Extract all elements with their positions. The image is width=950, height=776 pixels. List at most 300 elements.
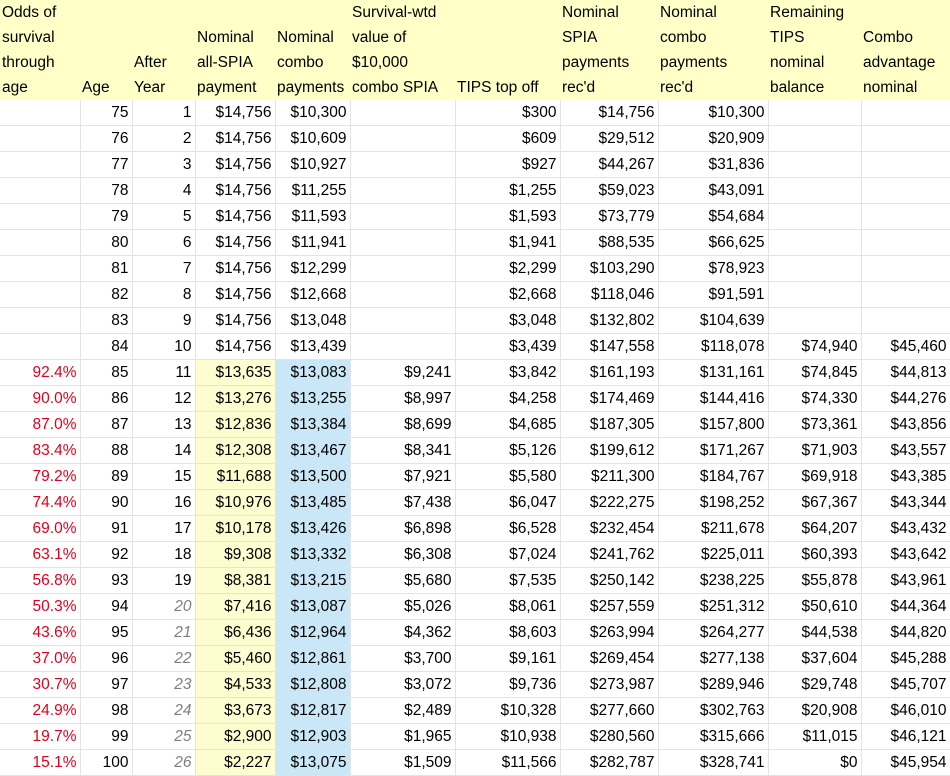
cell-odds[interactable]: 83.4%	[0, 438, 80, 464]
cell-remaining[interactable]	[768, 230, 861, 256]
cell-tips[interactable]: $1,593	[455, 204, 560, 230]
cell-spia-recd[interactable]: $14,756	[560, 100, 658, 126]
cell-combo[interactable]: $11,941	[275, 230, 350, 256]
cell-advantage[interactable]: $44,813	[861, 360, 950, 386]
column-header-survival[interactable]: value of	[350, 25, 455, 50]
cell-tips[interactable]: $300	[455, 100, 560, 126]
column-header-spia-recd[interactable]: rec'd	[560, 75, 658, 100]
cell-tips[interactable]: $3,842	[455, 360, 560, 386]
cell-remaining[interactable]	[768, 204, 861, 230]
cell-advantage[interactable]: $43,344	[861, 490, 950, 516]
cell-combo[interactable]: $13,426	[275, 516, 350, 542]
cell-spia-recd[interactable]: $118,046	[560, 282, 658, 308]
column-header-spia-recd[interactable]: payments	[560, 50, 658, 75]
cell-tips[interactable]: $1,941	[455, 230, 560, 256]
cell-year[interactable]: 10	[132, 334, 195, 360]
cell-remaining[interactable]: $50,610	[768, 594, 861, 620]
cell-odds[interactable]	[0, 152, 80, 178]
cell-odds[interactable]	[0, 230, 80, 256]
column-header-tips[interactable]	[455, 0, 560, 25]
cell-survival[interactable]: $8,699	[350, 412, 455, 438]
cell-age[interactable]: 82	[80, 282, 132, 308]
column-header-year[interactable]: Year	[132, 75, 195, 100]
column-header-survival[interactable]: $10,000	[350, 50, 455, 75]
cell-remaining[interactable]: $74,330	[768, 386, 861, 412]
cell-combo[interactable]: $12,903	[275, 724, 350, 750]
cell-tips[interactable]: $3,439	[455, 334, 560, 360]
cell-spia[interactable]: $14,756	[195, 256, 275, 282]
cell-advantage[interactable]: $46,010	[861, 698, 950, 724]
cell-tips[interactable]: $8,603	[455, 620, 560, 646]
cell-remaining[interactable]: $74,845	[768, 360, 861, 386]
cell-combo-recd[interactable]: $144,416	[658, 386, 768, 412]
cell-age[interactable]: 93	[80, 568, 132, 594]
cell-tips[interactable]: $6,047	[455, 490, 560, 516]
cell-advantage[interactable]: $45,954	[861, 750, 950, 776]
cell-combo-recd[interactable]: $91,591	[658, 282, 768, 308]
cell-remaining[interactable]	[768, 152, 861, 178]
cell-spia[interactable]: $14,756	[195, 152, 275, 178]
cell-survival[interactable]	[350, 282, 455, 308]
cell-spia[interactable]: $2,900	[195, 724, 275, 750]
cell-remaining[interactable]: $71,903	[768, 438, 861, 464]
cell-combo-recd[interactable]: $264,277	[658, 620, 768, 646]
cell-combo-recd[interactable]: $104,639	[658, 308, 768, 334]
cell-spia-recd[interactable]: $222,275	[560, 490, 658, 516]
cell-survival[interactable]	[350, 178, 455, 204]
column-header-spia-recd[interactable]: SPIA	[560, 25, 658, 50]
column-header-remaining[interactable]: TIPS	[768, 25, 861, 50]
cell-tips[interactable]: $2,299	[455, 256, 560, 282]
cell-combo[interactable]: $13,255	[275, 386, 350, 412]
cell-survival[interactable]: $7,921	[350, 464, 455, 490]
cell-spia[interactable]: $4,533	[195, 672, 275, 698]
cell-combo-recd[interactable]: $131,161	[658, 360, 768, 386]
cell-remaining[interactable]: $73,361	[768, 412, 861, 438]
cell-advantage[interactable]	[861, 282, 950, 308]
cell-advantage[interactable]	[861, 230, 950, 256]
cell-spia[interactable]: $14,756	[195, 308, 275, 334]
cell-tips[interactable]: $9,736	[455, 672, 560, 698]
cell-year[interactable]: 17	[132, 516, 195, 542]
cell-odds[interactable]: 37.0%	[0, 646, 80, 672]
column-header-age[interactable]: Age	[80, 75, 132, 100]
cell-year[interactable]: 26	[132, 750, 195, 776]
cell-combo[interactable]: $13,087	[275, 594, 350, 620]
cell-odds[interactable]: 56.8%	[0, 568, 80, 594]
cell-combo[interactable]: $11,593	[275, 204, 350, 230]
cell-tips[interactable]: $3,048	[455, 308, 560, 334]
cell-combo[interactable]: $13,075	[275, 750, 350, 776]
column-header-odds[interactable]: Odds of	[0, 0, 80, 25]
cell-spia[interactable]: $14,756	[195, 334, 275, 360]
cell-age[interactable]: 88	[80, 438, 132, 464]
cell-age[interactable]: 94	[80, 594, 132, 620]
cell-combo-recd[interactable]: $118,078	[658, 334, 768, 360]
cell-spia[interactable]: $8,381	[195, 568, 275, 594]
cell-advantage[interactable]	[861, 100, 950, 126]
cell-tips[interactable]: $2,668	[455, 282, 560, 308]
cell-year[interactable]: 25	[132, 724, 195, 750]
cell-year[interactable]: 11	[132, 360, 195, 386]
cell-remaining[interactable]: $37,604	[768, 646, 861, 672]
cell-odds[interactable]: 19.7%	[0, 724, 80, 750]
column-header-age[interactable]	[80, 0, 132, 25]
cell-tips[interactable]: $927	[455, 152, 560, 178]
cell-spia-recd[interactable]: $269,454	[560, 646, 658, 672]
cell-advantage[interactable]: $43,642	[861, 542, 950, 568]
column-header-remaining[interactable]: balance	[768, 75, 861, 100]
cell-spia-recd[interactable]: $282,787	[560, 750, 658, 776]
cell-odds[interactable]	[0, 204, 80, 230]
cell-combo-recd[interactable]: $277,138	[658, 646, 768, 672]
column-header-survival[interactable]: combo SPIA	[350, 75, 455, 100]
cell-spia-recd[interactable]: $29,512	[560, 126, 658, 152]
cell-spia[interactable]: $7,416	[195, 594, 275, 620]
column-header-age[interactable]	[80, 50, 132, 75]
cell-survival[interactable]	[350, 230, 455, 256]
cell-year[interactable]: 13	[132, 412, 195, 438]
cell-year[interactable]: 15	[132, 464, 195, 490]
cell-odds[interactable]: 87.0%	[0, 412, 80, 438]
cell-survival[interactable]	[350, 126, 455, 152]
cell-remaining[interactable]: $74,940	[768, 334, 861, 360]
cell-combo[interactable]: $12,861	[275, 646, 350, 672]
cell-spia-recd[interactable]: $250,142	[560, 568, 658, 594]
cell-advantage[interactable]	[861, 152, 950, 178]
cell-age[interactable]: 81	[80, 256, 132, 282]
cell-combo[interactable]: $13,439	[275, 334, 350, 360]
cell-year[interactable]: 22	[132, 646, 195, 672]
cell-age[interactable]: 98	[80, 698, 132, 724]
cell-spia[interactable]: $14,756	[195, 204, 275, 230]
cell-combo-recd[interactable]: $66,625	[658, 230, 768, 256]
cell-advantage[interactable]	[861, 256, 950, 282]
cell-year[interactable]: 2	[132, 126, 195, 152]
cell-survival[interactable]: $6,898	[350, 516, 455, 542]
cell-spia[interactable]: $5,460	[195, 646, 275, 672]
cell-age[interactable]: 89	[80, 464, 132, 490]
cell-survival[interactable]: $8,341	[350, 438, 455, 464]
cell-survival[interactable]	[350, 334, 455, 360]
cell-age[interactable]: 92	[80, 542, 132, 568]
cell-remaining[interactable]	[768, 126, 861, 152]
cell-spia-recd[interactable]: $277,660	[560, 698, 658, 724]
cell-remaining[interactable]	[768, 256, 861, 282]
column-header-combo-recd[interactable]: combo	[658, 25, 768, 50]
cell-spia[interactable]: $13,635	[195, 360, 275, 386]
cell-year[interactable]: 14	[132, 438, 195, 464]
cell-spia-recd[interactable]: $44,267	[560, 152, 658, 178]
cell-odds[interactable]: 50.3%	[0, 594, 80, 620]
cell-age[interactable]: 83	[80, 308, 132, 334]
cell-combo-recd[interactable]: $211,678	[658, 516, 768, 542]
cell-combo[interactable]: $12,299	[275, 256, 350, 282]
cell-survival[interactable]: $5,026	[350, 594, 455, 620]
cell-combo[interactable]: $10,927	[275, 152, 350, 178]
cell-year[interactable]: 12	[132, 386, 195, 412]
column-header-combo[interactable]: Nominal	[275, 25, 350, 50]
cell-advantage[interactable]: $46,121	[861, 724, 950, 750]
cell-age[interactable]: 90	[80, 490, 132, 516]
column-header-spia[interactable]: Nominal	[195, 25, 275, 50]
cell-odds[interactable]	[0, 178, 80, 204]
cell-combo-recd[interactable]: $238,225	[658, 568, 768, 594]
cell-combo-recd[interactable]: $251,312	[658, 594, 768, 620]
cell-spia[interactable]: $13,276	[195, 386, 275, 412]
cell-spia-recd[interactable]: $73,779	[560, 204, 658, 230]
cell-advantage[interactable]	[861, 308, 950, 334]
column-header-advantage[interactable]	[861, 0, 950, 25]
cell-age[interactable]: 85	[80, 360, 132, 386]
cell-survival[interactable]: $7,438	[350, 490, 455, 516]
cell-year[interactable]: 1	[132, 100, 195, 126]
cell-age[interactable]: 95	[80, 620, 132, 646]
cell-advantage[interactable]: $43,432	[861, 516, 950, 542]
cell-survival[interactable]: $1,965	[350, 724, 455, 750]
cell-remaining[interactable]: $55,878	[768, 568, 861, 594]
cell-remaining[interactable]: $20,908	[768, 698, 861, 724]
cell-combo-recd[interactable]: $289,946	[658, 672, 768, 698]
cell-combo[interactable]: $12,964	[275, 620, 350, 646]
cell-tips[interactable]: $1,255	[455, 178, 560, 204]
cell-advantage[interactable]	[861, 204, 950, 230]
cell-combo-recd[interactable]: $10,300	[658, 100, 768, 126]
cell-odds[interactable]	[0, 256, 80, 282]
cell-age[interactable]: 87	[80, 412, 132, 438]
cell-year[interactable]: 16	[132, 490, 195, 516]
cell-odds[interactable]: 63.1%	[0, 542, 80, 568]
cell-combo[interactable]: $13,467	[275, 438, 350, 464]
column-header-spia-recd[interactable]: Nominal	[560, 0, 658, 25]
column-header-spia[interactable]	[195, 0, 275, 25]
cell-spia[interactable]: $2,227	[195, 750, 275, 776]
cell-odds[interactable]: 43.6%	[0, 620, 80, 646]
column-header-tips[interactable]	[455, 50, 560, 75]
cell-year[interactable]: 4	[132, 178, 195, 204]
cell-combo[interactable]: $12,817	[275, 698, 350, 724]
cell-advantage[interactable]: $43,385	[861, 464, 950, 490]
cell-remaining[interactable]	[768, 100, 861, 126]
cell-remaining[interactable]: $69,918	[768, 464, 861, 490]
cell-odds[interactable]	[0, 100, 80, 126]
cell-year[interactable]: 24	[132, 698, 195, 724]
column-header-tips[interactable]	[455, 25, 560, 50]
cell-combo[interactable]: $12,808	[275, 672, 350, 698]
cell-advantage[interactable]	[861, 178, 950, 204]
cell-combo[interactable]: $13,485	[275, 490, 350, 516]
cell-year[interactable]: 8	[132, 282, 195, 308]
cell-tips[interactable]: $11,566	[455, 750, 560, 776]
cell-spia[interactable]: $12,308	[195, 438, 275, 464]
column-header-combo-recd[interactable]: payments	[658, 50, 768, 75]
cell-year[interactable]: 23	[132, 672, 195, 698]
cell-spia-recd[interactable]: $263,994	[560, 620, 658, 646]
cell-advantage[interactable]	[861, 126, 950, 152]
cell-combo[interactable]: $13,083	[275, 360, 350, 386]
cell-survival[interactable]	[350, 308, 455, 334]
cell-year[interactable]: 6	[132, 230, 195, 256]
cell-odds[interactable]: 74.4%	[0, 490, 80, 516]
cell-combo-recd[interactable]: $198,252	[658, 490, 768, 516]
cell-combo-recd[interactable]: $157,800	[658, 412, 768, 438]
cell-survival[interactable]: $5,680	[350, 568, 455, 594]
cell-age[interactable]: 78	[80, 178, 132, 204]
cell-survival[interactable]	[350, 152, 455, 178]
cell-odds[interactable]	[0, 282, 80, 308]
cell-combo-recd[interactable]: $171,267	[658, 438, 768, 464]
column-header-combo[interactable]: payments	[275, 75, 350, 100]
cell-tips[interactable]: $7,535	[455, 568, 560, 594]
cell-odds[interactable]	[0, 334, 80, 360]
cell-spia-recd[interactable]: $273,987	[560, 672, 658, 698]
cell-spia-recd[interactable]: $103,290	[560, 256, 658, 282]
cell-spia-recd[interactable]: $211,300	[560, 464, 658, 490]
column-header-spia[interactable]: payment	[195, 75, 275, 100]
cell-year[interactable]: 20	[132, 594, 195, 620]
cell-survival[interactable]: $8,997	[350, 386, 455, 412]
cell-combo-recd[interactable]: $31,836	[658, 152, 768, 178]
cell-advantage[interactable]: $45,707	[861, 672, 950, 698]
column-header-combo[interactable]: combo	[275, 50, 350, 75]
cell-age[interactable]: 86	[80, 386, 132, 412]
cell-combo-recd[interactable]: $328,741	[658, 750, 768, 776]
cell-survival[interactable]	[350, 100, 455, 126]
cell-year[interactable]: 18	[132, 542, 195, 568]
cell-survival[interactable]: $3,700	[350, 646, 455, 672]
cell-odds[interactable]: 15.1%	[0, 750, 80, 776]
cell-advantage[interactable]: $43,961	[861, 568, 950, 594]
cell-survival[interactable]: $2,489	[350, 698, 455, 724]
cell-advantage[interactable]: $43,557	[861, 438, 950, 464]
cell-year[interactable]: 9	[132, 308, 195, 334]
cell-spia[interactable]: $14,756	[195, 282, 275, 308]
cell-spia[interactable]: $14,756	[195, 178, 275, 204]
cell-survival[interactable]: $6,308	[350, 542, 455, 568]
column-header-advantage[interactable]: Combo	[861, 25, 950, 50]
cell-spia-recd[interactable]: $257,559	[560, 594, 658, 620]
cell-combo-recd[interactable]: $184,767	[658, 464, 768, 490]
column-header-odds[interactable]: age	[0, 75, 80, 100]
cell-tips[interactable]: $5,126	[455, 438, 560, 464]
cell-combo[interactable]: $13,215	[275, 568, 350, 594]
cell-odds[interactable]: 69.0%	[0, 516, 80, 542]
cell-tips[interactable]: $9,161	[455, 646, 560, 672]
cell-advantage[interactable]: $43,856	[861, 412, 950, 438]
cell-combo[interactable]: $10,300	[275, 100, 350, 126]
cell-spia[interactable]: $14,756	[195, 230, 275, 256]
cell-tips[interactable]: $10,938	[455, 724, 560, 750]
cell-remaining[interactable]	[768, 308, 861, 334]
cell-year[interactable]: 19	[132, 568, 195, 594]
column-header-remaining[interactable]: Remaining	[768, 0, 861, 25]
cell-spia[interactable]: $6,436	[195, 620, 275, 646]
cell-tips[interactable]: $609	[455, 126, 560, 152]
cell-combo[interactable]: $13,048	[275, 308, 350, 334]
cell-spia[interactable]: $11,688	[195, 464, 275, 490]
cell-age[interactable]: 100	[80, 750, 132, 776]
cell-advantage[interactable]: $44,364	[861, 594, 950, 620]
cell-spia-recd[interactable]: $280,560	[560, 724, 658, 750]
cell-combo[interactable]: $10,609	[275, 126, 350, 152]
cell-spia-recd[interactable]: $59,023	[560, 178, 658, 204]
cell-survival[interactable]: $9,241	[350, 360, 455, 386]
cell-spia-recd[interactable]: $161,193	[560, 360, 658, 386]
cell-combo-recd[interactable]: $225,011	[658, 542, 768, 568]
cell-combo[interactable]: $12,668	[275, 282, 350, 308]
cell-tips[interactable]: $7,024	[455, 542, 560, 568]
cell-odds[interactable]: 24.9%	[0, 698, 80, 724]
column-header-age[interactable]	[80, 25, 132, 50]
cell-age[interactable]: 97	[80, 672, 132, 698]
cell-combo-recd[interactable]: $302,763	[658, 698, 768, 724]
cell-remaining[interactable]	[768, 178, 861, 204]
cell-combo[interactable]: $13,500	[275, 464, 350, 490]
cell-spia[interactable]: $10,976	[195, 490, 275, 516]
cell-spia[interactable]: $14,756	[195, 126, 275, 152]
column-header-remaining[interactable]: nominal	[768, 50, 861, 75]
cell-odds[interactable]: 92.4%	[0, 360, 80, 386]
cell-odds[interactable]	[0, 126, 80, 152]
cell-advantage[interactable]: $44,820	[861, 620, 950, 646]
cell-remaining[interactable]: $11,015	[768, 724, 861, 750]
cell-combo-recd[interactable]: $43,091	[658, 178, 768, 204]
column-header-combo-recd[interactable]: rec'd	[658, 75, 768, 100]
cell-spia-recd[interactable]: $241,762	[560, 542, 658, 568]
cell-tips[interactable]: $4,685	[455, 412, 560, 438]
column-header-spia[interactable]: all-SPIA	[195, 50, 275, 75]
cell-combo[interactable]: $13,384	[275, 412, 350, 438]
column-header-year[interactable]	[132, 25, 195, 50]
cell-combo[interactable]: $13,332	[275, 542, 350, 568]
cell-age[interactable]: 80	[80, 230, 132, 256]
cell-spia-recd[interactable]: $132,802	[560, 308, 658, 334]
column-header-advantage[interactable]: nominal	[861, 75, 950, 100]
cell-tips[interactable]: $5,580	[455, 464, 560, 490]
column-header-year[interactable]	[132, 0, 195, 25]
cell-age[interactable]: 84	[80, 334, 132, 360]
cell-survival[interactable]: $4,362	[350, 620, 455, 646]
cell-survival[interactable]	[350, 256, 455, 282]
cell-remaining[interactable]	[768, 282, 861, 308]
column-header-tips[interactable]: TIPS top off	[455, 75, 560, 100]
cell-remaining[interactable]: $44,538	[768, 620, 861, 646]
cell-survival[interactable]: $1,509	[350, 750, 455, 776]
cell-year[interactable]: 3	[132, 152, 195, 178]
cell-year[interactable]: 5	[132, 204, 195, 230]
cell-spia-recd[interactable]: $88,535	[560, 230, 658, 256]
cell-combo-recd[interactable]: $315,666	[658, 724, 768, 750]
cell-combo[interactable]: $11,255	[275, 178, 350, 204]
cell-spia[interactable]: $9,308	[195, 542, 275, 568]
cell-spia[interactable]: $3,673	[195, 698, 275, 724]
cell-advantage[interactable]: $45,288	[861, 646, 950, 672]
cell-age[interactable]: 96	[80, 646, 132, 672]
column-header-combo[interactable]	[275, 0, 350, 25]
cell-year[interactable]: 21	[132, 620, 195, 646]
cell-odds[interactable]: 90.0%	[0, 386, 80, 412]
cell-combo-recd[interactable]: $20,909	[658, 126, 768, 152]
column-header-odds[interactable]: through	[0, 50, 80, 75]
cell-survival[interactable]	[350, 204, 455, 230]
cell-spia[interactable]: $12,836	[195, 412, 275, 438]
cell-age[interactable]: 75	[80, 100, 132, 126]
cell-spia[interactable]: $10,178	[195, 516, 275, 542]
cell-advantage[interactable]: $45,460	[861, 334, 950, 360]
column-header-odds[interactable]: survival	[0, 25, 80, 50]
cell-spia[interactable]: $14,756	[195, 100, 275, 126]
cell-combo-recd[interactable]: $54,684	[658, 204, 768, 230]
